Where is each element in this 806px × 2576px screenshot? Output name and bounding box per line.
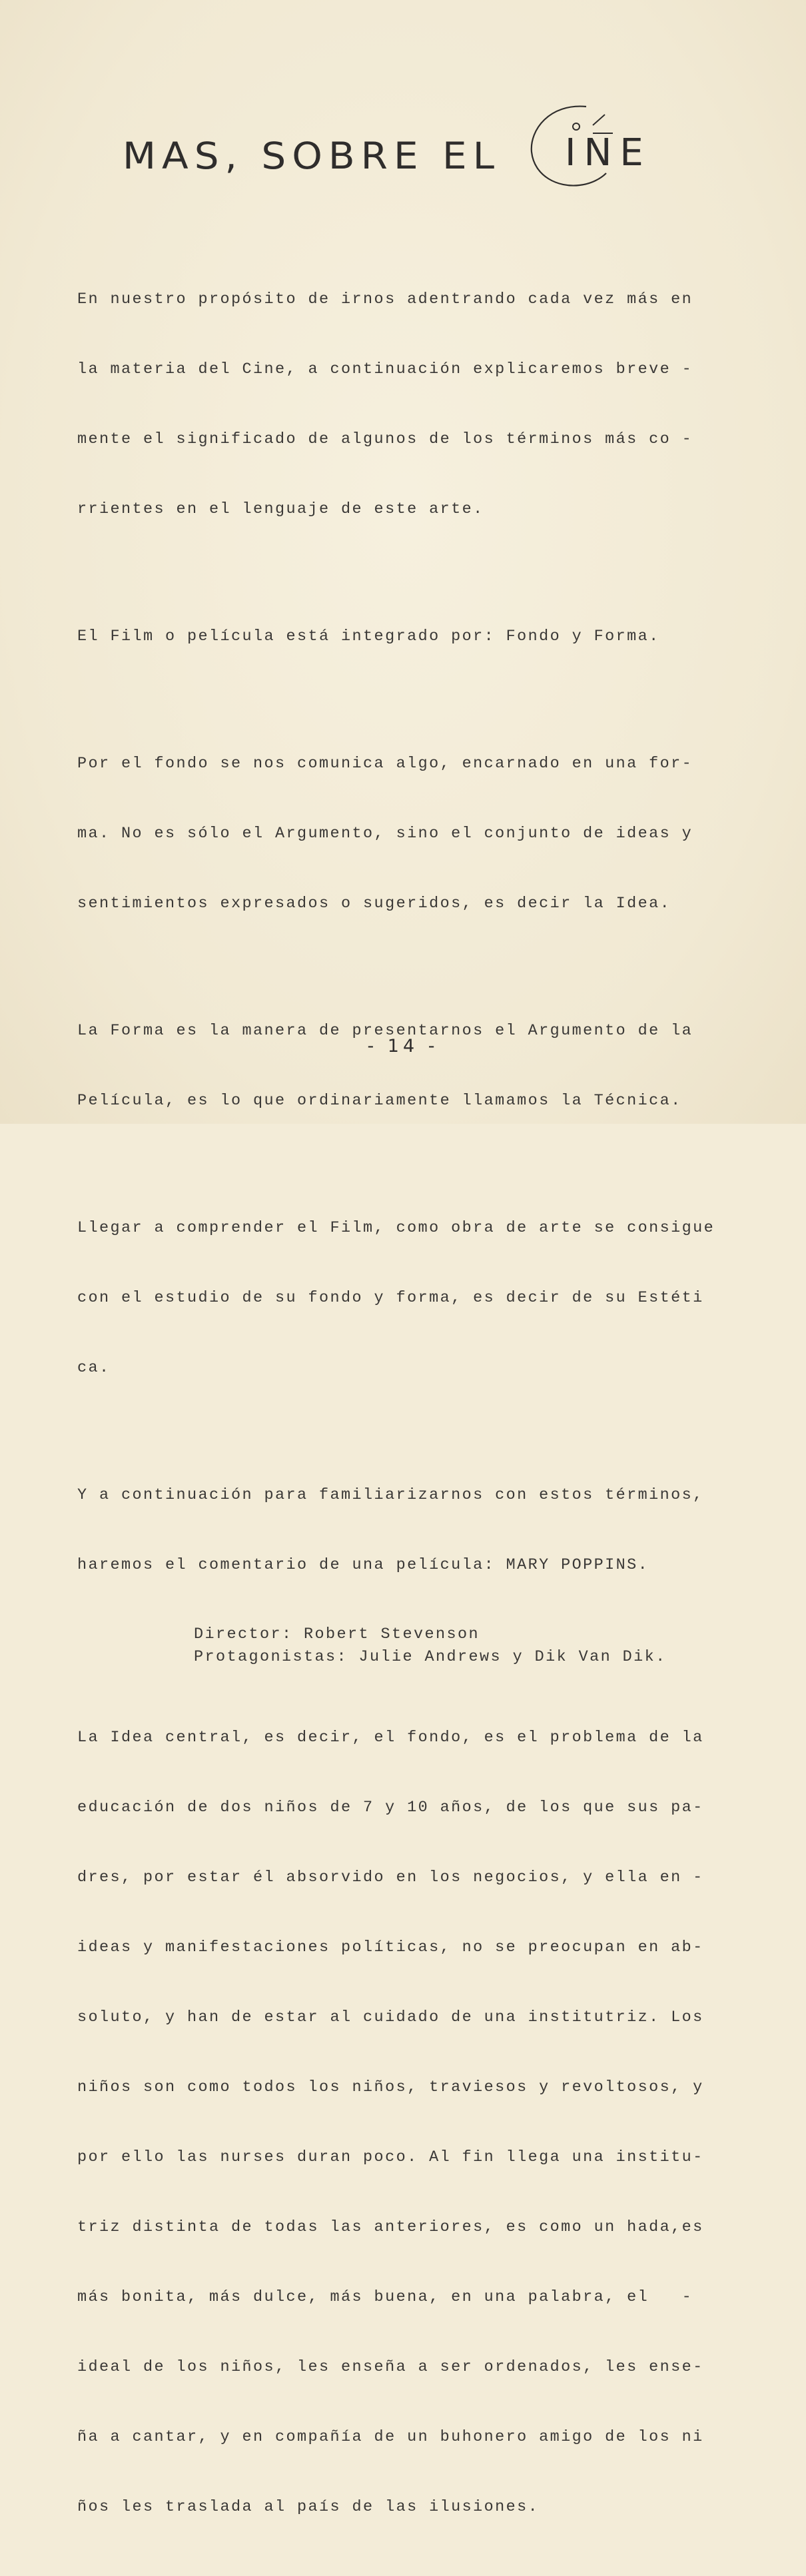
text-line: ideal de los niños, les enseña a ser ordenados, les ense- bbox=[77, 2358, 704, 2376]
film-credits bbox=[77, 1623, 743, 1669]
page-number: - 14 - bbox=[367, 1036, 439, 1057]
paragraph-film bbox=[77, 578, 743, 695]
paragraph-forma bbox=[77, 973, 743, 1159]
text-line: ideas y manifestaciones políticas, no se preocupan en ab- bbox=[77, 1938, 704, 1956]
page-title bbox=[113, 100, 713, 207]
paragraph-idea-central bbox=[77, 1679, 743, 2565]
text-line: Película, es lo que ordinariamente llamamos la Técnica. bbox=[77, 1092, 682, 1110]
text-line: Por el fondo se nos comunica algo, encarnado en una for- bbox=[77, 755, 693, 773]
paragraph-estetica bbox=[77, 1170, 743, 1426]
title-text: MAS, SOBRE EL bbox=[123, 134, 501, 178]
text-line: La Idea central, es decir, el fondo, es el problema de la bbox=[77, 1729, 704, 1747]
text-line: ños les traslada al país de las ilusiones. bbox=[77, 2498, 540, 2516]
text-line: Y a continuación para familiarizarnos con estos términos, bbox=[77, 1486, 704, 1504]
paragraph-intro bbox=[77, 241, 743, 568]
text-line: educación de dos niños de 7 y 10 años, de los que sus pa- bbox=[77, 1799, 704, 1817]
text-line: mente el significado de algunos de los términos más co - bbox=[77, 430, 693, 448]
article-body bbox=[77, 241, 743, 2576]
text-line: ma. No es sólo el Argumento, sino el conjunto de ideas y bbox=[77, 825, 693, 843]
credit-director: Director: Robert Stevenson bbox=[194, 1625, 480, 1643]
text-line: haremos el comentario de una película: MARY POPPINS. bbox=[77, 1556, 649, 1574]
text-line: rrientes en el lenguaje de este arte. bbox=[77, 500, 484, 518]
paragraph-fondo bbox=[77, 705, 743, 962]
text-line: dres, por estar él absorvido en los negocios, y ella en - bbox=[77, 1869, 704, 1887]
text-line: ña a cantar, y en compañía de un buhonero amigo de los ni bbox=[77, 2428, 704, 2446]
text-line: triz distinta de todas las anteriores, es como un hada,es bbox=[77, 2218, 704, 2236]
text-line: En nuestro propósito de irnos adentrando cada vez más en bbox=[77, 290, 693, 308]
cine-logo bbox=[513, 100, 693, 200]
text-line: soluto, y han de estar al cuidado de una institutriz. Los bbox=[77, 2008, 704, 2026]
text-line: con el estudio de su fondo y forma, es decir de su Estéti bbox=[77, 1289, 704, 1307]
text-line: sentimientos expresados o sugeridos, es decir la Idea. bbox=[77, 895, 671, 913]
text-line: El Film o película está integrado por: Fondo y Forma. bbox=[77, 628, 660, 645]
cine-letters: INE bbox=[565, 131, 651, 175]
text-line: ca. bbox=[77, 1359, 111, 1377]
paragraph-continuacion bbox=[77, 1437, 743, 1623]
text-line: más bonita, más dulce, más buena, en una palabra, el - bbox=[77, 2288, 693, 2306]
credit-cast: Protagonistas: Julie Andrews y Dik Van Dik. bbox=[194, 1648, 667, 1666]
text-line: la materia del Cine, a continuación explicaremos breve - bbox=[77, 360, 693, 378]
text-line: por ello las nurses duran poco. Al fin llega una institu- bbox=[77, 2148, 704, 2166]
text-line: La Forma es la manera de presentarnos el Argumento de la bbox=[77, 1022, 693, 1040]
text-line: niños son como todos los niños, traviesos y revoltosos, y bbox=[77, 2078, 704, 2096]
text-line: Llegar a comprender el Film, como obra de arte se consigue bbox=[77, 1219, 715, 1237]
